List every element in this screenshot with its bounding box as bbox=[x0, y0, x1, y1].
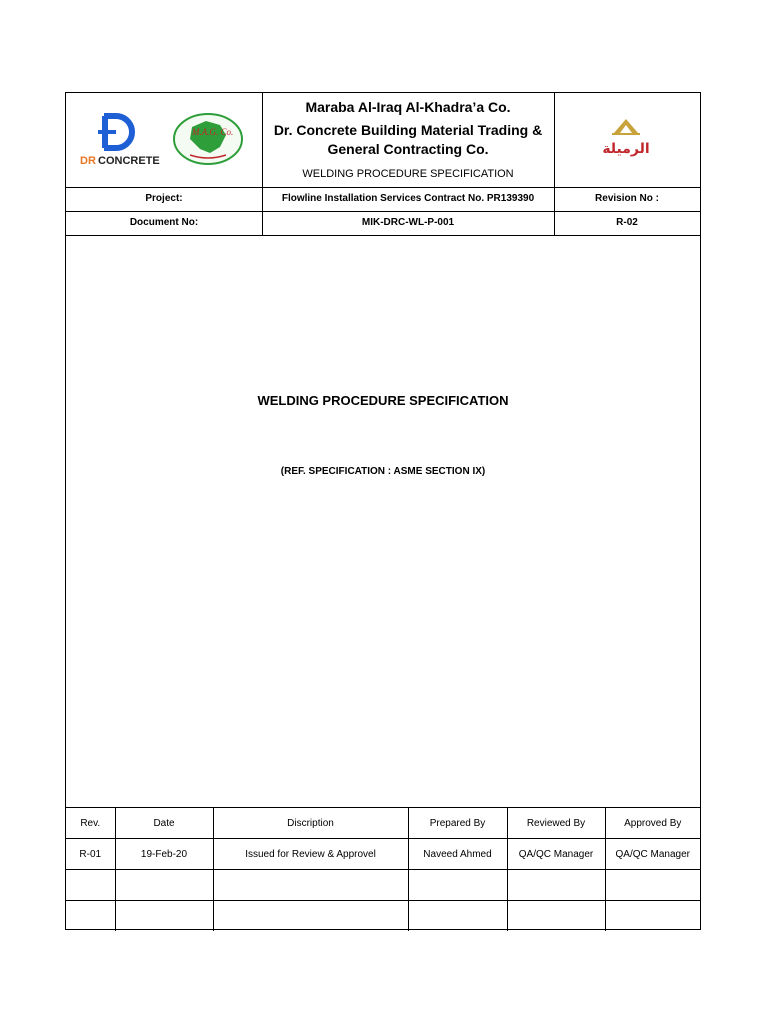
logo-dr-text: DR bbox=[80, 155, 96, 167]
company-line-2: Dr. Concrete Building Material Trading & bbox=[273, 122, 543, 138]
document-value: MIK-DRC-WL-P-001 bbox=[262, 211, 555, 235]
rumaila-logo-icon bbox=[584, 115, 668, 162]
mik-logo-icon bbox=[172, 111, 244, 172]
header-reviewed-by: Reviewed By bbox=[507, 808, 605, 839]
header-right-logo-cell bbox=[554, 93, 700, 187]
reference-spec: (REF. SPECIFICATION : ASME SECTION IX) bbox=[280, 466, 486, 477]
cell-description bbox=[213, 870, 408, 901]
cell-rev bbox=[66, 901, 115, 932]
dr-concrete-logo-icon bbox=[80, 112, 160, 173]
cell-reviewed-by bbox=[507, 870, 605, 901]
cell-reviewed-by bbox=[507, 901, 605, 932]
cell-approved-by bbox=[605, 901, 700, 932]
main-title: WELDING PROCEDURE SPECIFICATION bbox=[257, 393, 509, 408]
header-rev: Rev. bbox=[66, 808, 115, 839]
table-row bbox=[66, 901, 700, 932]
document-label: Document No: bbox=[66, 211, 263, 235]
cell-date bbox=[115, 870, 213, 901]
project-label: Project: bbox=[66, 187, 263, 211]
cell-description bbox=[213, 901, 408, 932]
logo-rumaila-text: الرميلة bbox=[602, 141, 650, 157]
logo-mik-text: M.A.G. Co. bbox=[192, 127, 234, 137]
cell-description: Issued for Review & Approvel bbox=[213, 839, 408, 870]
document-header bbox=[66, 93, 700, 188]
document-page bbox=[65, 92, 701, 930]
revision-table-header bbox=[66, 808, 700, 839]
cell-approved-by bbox=[605, 870, 700, 901]
table-row bbox=[66, 870, 700, 901]
cell-prepared-by bbox=[408, 901, 507, 932]
header-subtitle: WELDING PROCEDURE SPECIFICATION bbox=[302, 168, 514, 180]
revision-label: Revision No : bbox=[595, 193, 659, 204]
project-row bbox=[66, 187, 700, 212]
cell-approved-by: QA/QC Manager bbox=[605, 839, 700, 870]
cell-date: 19-Feb-20 bbox=[115, 839, 213, 870]
cell-rev: R-01 bbox=[66, 839, 115, 870]
cell-prepared-by: Naveed Ahmed bbox=[408, 839, 507, 870]
header-logos-cell bbox=[66, 93, 263, 187]
header-date: Date bbox=[115, 808, 213, 839]
header-description: Discription bbox=[213, 808, 408, 839]
revision-value: R-02 bbox=[616, 217, 638, 228]
header-title-cell bbox=[262, 93, 555, 187]
cell-prepared-by bbox=[408, 870, 507, 901]
company-line-3: General Contracting Co. bbox=[327, 141, 489, 157]
revision-table bbox=[66, 807, 700, 931]
company-name-second bbox=[262, 121, 554, 159]
cell-reviewed-by: QA/QC Manager bbox=[507, 839, 605, 870]
company-name: Maraba Al-Iraq Al-Khadra’a Co. bbox=[305, 99, 511, 115]
header-approved-by: Approved By bbox=[605, 808, 700, 839]
logo-concrete-text: CONCRETE bbox=[98, 155, 160, 167]
cell-date bbox=[115, 901, 213, 932]
cell-rev bbox=[66, 870, 115, 901]
header-prepared-by: Prepared By bbox=[408, 808, 507, 839]
document-row bbox=[66, 211, 700, 236]
table-row bbox=[66, 839, 700, 870]
project-value: Flowline Installation Services Contract No. PR139390 bbox=[262, 187, 555, 211]
